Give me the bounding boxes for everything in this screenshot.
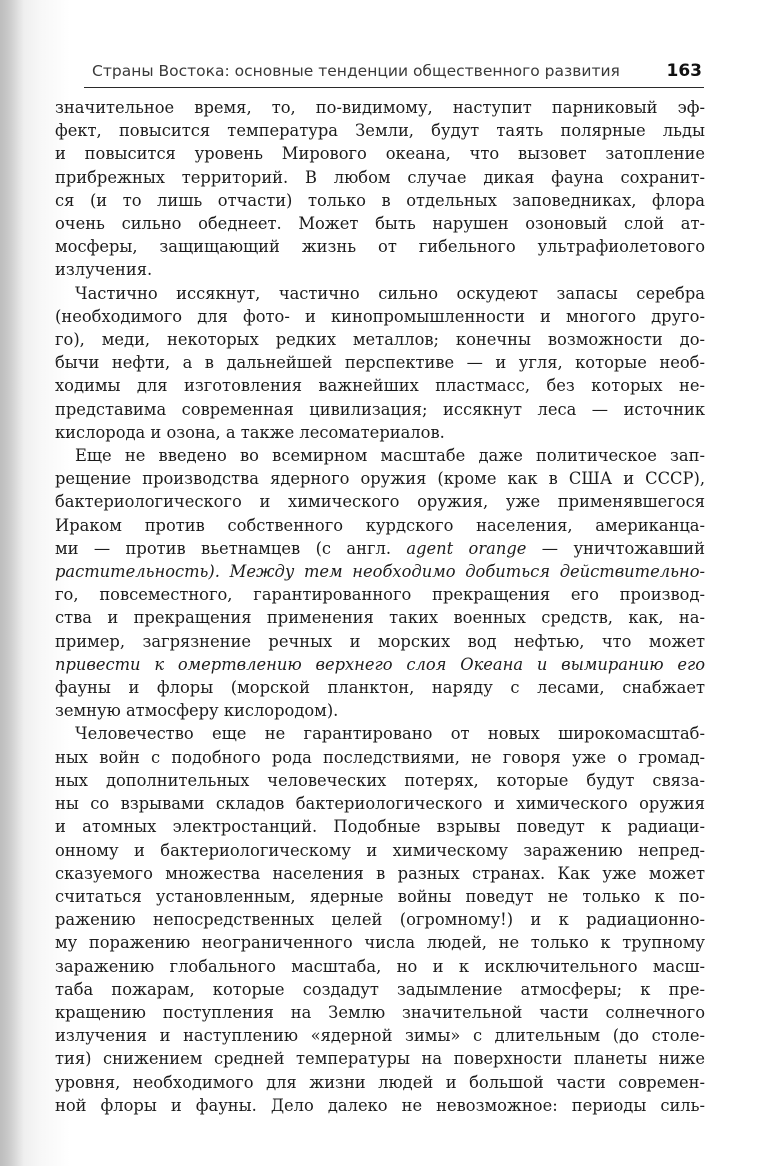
text-line: и повысится уровень Мирового океана, что вызовет затопление [55, 144, 705, 164]
text-line: бычи нефти, а в дальнейшей перспективе — и угля, которые необ- [55, 353, 705, 373]
text-line: представима современная цивилизация; иссякнут леса — источник [55, 399, 705, 419]
page-header [92, 62, 702, 84]
text-line: Еще не введено во всемирном масштабе даже политическое зап- [75, 446, 705, 466]
text-line: таба пожарам, которые создадут задымление атмосферы; к пре- [55, 979, 705, 999]
text-line: земную атмосферу кислородом). [55, 701, 339, 721]
page-number: 163 [666, 61, 702, 81]
italic-term: agent orange [406, 538, 527, 558]
text-line: рещение производства ядерного оружия (кроме как в США и СССР), [55, 469, 705, 489]
paragraph-3 [55, 444, 705, 722]
text-line: бактериологического и химического оружия, уже применявшегося [55, 492, 705, 512]
paragraph-2 [55, 282, 705, 444]
text-line: заражению глобального масштаба, но и к исключительного масш- [55, 956, 705, 976]
text-line: ражению непосредственных целей (огромному!) и к радиационно- [55, 910, 705, 930]
text-line: фект, повысится температура Земли, будут таять полярные льды [55, 121, 705, 141]
paragraph-4 [55, 722, 705, 1116]
text-line: онному и бактериологическому и химическому заражению непред- [55, 840, 705, 860]
text-run: ми — против вьетнамцев (с англ. [55, 538, 407, 558]
page-binding-shadow [0, 0, 24, 1166]
text-line: считаться установленным, ядерные войны поведут не только к по- [55, 886, 705, 906]
text-line-italic: растительность). Между тем необходимо добиться действительно- [55, 562, 705, 582]
text-line: очень сильно обеднеет. Может быть нарушен озоновый слой ат- [55, 214, 705, 234]
text-line: Ираком против собственного курдского населения, американца- [55, 515, 705, 535]
text-line: мосферы, защищающий жизнь от гибельного ультрафиолетового [55, 237, 705, 257]
body-text [55, 96, 705, 1117]
paragraph-1 [55, 96, 705, 282]
text-line: прибрежных территорий. В любом случае дикая фауна сохранит- [55, 167, 705, 187]
text-line: уровня, необходимого для жизни людей и большой части современ- [55, 1072, 705, 1092]
text-line: фауны и флоры (морской планктон, наряду с лесами, снабжает [55, 678, 705, 698]
text-line: Человечество еще не гарантировано от новых широкомасштаб- [75, 724, 705, 744]
text-run: — уничтожавший [526, 538, 705, 558]
text-line: (необходимого для фото- и кинопромышленности и многого друго- [55, 306, 705, 326]
text-line: пример, загрязнение речных и морских вод нефтью, что может [55, 631, 705, 651]
text-line: го, повсеместного, гарантированного прекращения его производ- [55, 585, 705, 605]
text-line: ства и прекращения применения таких военных средств, как, на- [55, 608, 705, 628]
text-line-italic: привести к омертвлению верхнего слоя Океана и вымиранию его [55, 654, 705, 674]
text-line: и атомных электростанций. Подобные взрывы поведут к радиаци- [55, 817, 705, 837]
text-line: кращению поступления на Землю значительной части солнечного [55, 1002, 705, 1022]
header-rule [84, 87, 704, 88]
text-line: му поражению неограниченного числа людей, не только к трупному [55, 933, 705, 953]
text-line: ны со взрывами складов бактериологического и химического оружия [55, 794, 705, 814]
text-line: ходимы для изготовления важнейших пластмасс, без которых не- [55, 376, 705, 396]
text-line: тия) снижением средней температуры на поверхности планеты ниже [55, 1049, 705, 1069]
text-line: ных дополнительных человеческих потерях, которые будут связа- [55, 770, 705, 790]
text-line: излучения и наступлению «ядерной зимы» с длительным (до столе- [55, 1026, 705, 1046]
text-line: кислорода и озона, а также лесоматериалов. [55, 422, 445, 442]
text-line: излучения. [55, 260, 153, 280]
text-line: ных войн с подобного рода последствиями, не говоря уже о громад- [55, 747, 705, 767]
text-line [55, 537, 705, 560]
text-line: сказуемого множества населения в разных странах. Как уже может [55, 863, 705, 883]
text-line: ся (и то лишь отчасти) только в отдельных заповедниках, флора [55, 190, 705, 210]
text-line: ной флоры и фауны. Дело далеко не невозможное: периоды силь- [55, 1095, 705, 1115]
text-line: Частично иссякнут, частично сильно оскудеют запасы серебра [75, 283, 705, 303]
running-head: Страны Востока: основные тенденции общественного развития [92, 62, 620, 80]
text-line: го), меди, некоторых редких металлов; конечны возможности до- [55, 330, 705, 350]
text-line: значительное время, то, по-видимому, наступит парниковый эф- [55, 98, 705, 117]
